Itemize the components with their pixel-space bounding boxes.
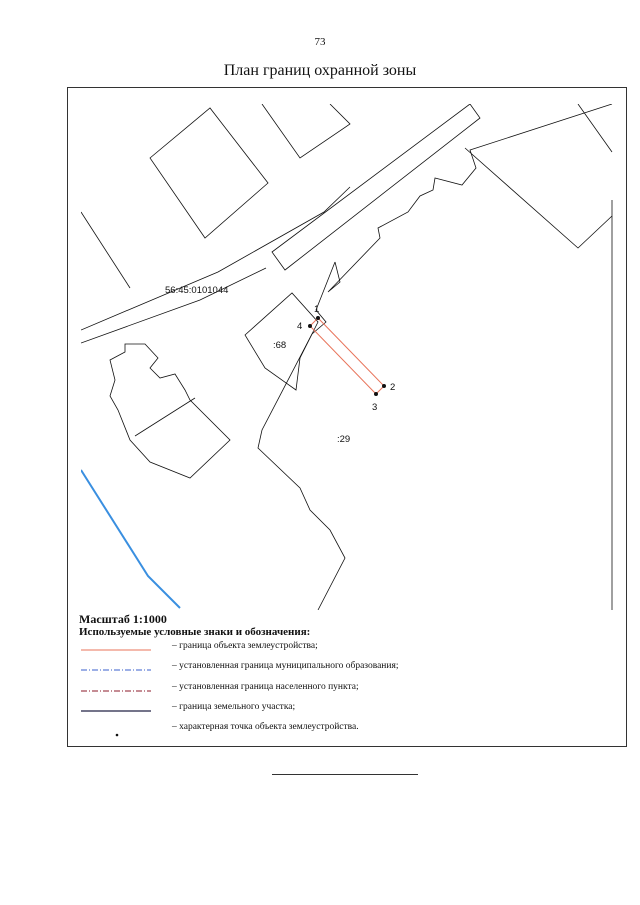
legend-item-municipal-boundary <box>79 660 609 680</box>
parcel-29-label: :29 <box>337 434 351 445</box>
point-4-marker <box>308 324 312 328</box>
municipal-boundary-line <box>81 470 180 608</box>
parcel-29-west <box>258 262 345 610</box>
document-title: План границ охранной зоны <box>223 62 417 79</box>
legend-item-settlement-boundary <box>79 681 609 701</box>
parcel-right-1 <box>465 148 612 248</box>
parcel-strip <box>272 104 480 270</box>
legend-item-text: – граница объекта землеустройства; <box>172 641 318 651</box>
settlement-boundary-symbol <box>79 681 159 701</box>
legend <box>79 612 609 732</box>
parcel-top-left-2 <box>81 212 130 288</box>
legend-item-text: – установленная граница населенного пункта; <box>172 682 359 692</box>
point-2-marker <box>382 384 386 388</box>
legend-item-text: – установленная граница муниципального образования; <box>172 661 399 671</box>
parcel-right-2 <box>578 104 612 152</box>
legend-item-text: – характерная точка объекта землеустройства. <box>172 722 359 732</box>
street-edge-south <box>81 268 266 343</box>
map-drawing <box>81 104 613 610</box>
footer-divider <box>272 774 418 775</box>
page-number: 73 <box>314 36 326 48</box>
legend-item-parcel-boundary <box>79 701 609 721</box>
parcel-bottom-left <box>110 344 230 478</box>
point-4-label: 4 <box>297 321 303 332</box>
legend-item-text: – граница земельного участка; <box>172 702 296 712</box>
quarter-label: 56:45:0101044 <box>165 285 229 296</box>
object-boundary-symbol <box>79 640 159 660</box>
point-3-marker <box>374 392 378 396</box>
cadastral-map <box>81 104 613 610</box>
characteristic-point-symbol <box>79 721 159 741</box>
municipal-boundary-symbol <box>79 660 159 680</box>
parcel-top-left-3 <box>262 104 350 158</box>
point-1-marker <box>316 316 320 320</box>
scale-label: Масштаб 1:1000 <box>79 612 167 626</box>
legend-heading: Используемые условные знаки и обозначения: <box>79 626 311 638</box>
parcel-29-boundary <box>328 104 612 292</box>
parcel-bottom-left-divider <box>135 398 195 436</box>
legend-item-object-boundary <box>79 640 609 660</box>
parcel-top-left-1 <box>150 108 268 238</box>
object-boundary-polygon <box>310 318 384 394</box>
legend-item-characteristic-point <box>79 721 609 741</box>
street-edge-north <box>81 187 350 330</box>
point-3-label: 3 <box>372 402 378 413</box>
parcel-boundary-symbol <box>79 701 159 721</box>
point-1-label: 1 <box>314 304 320 315</box>
point-2-label: 2 <box>390 382 396 393</box>
parcel-68-label: :68 <box>273 340 287 351</box>
